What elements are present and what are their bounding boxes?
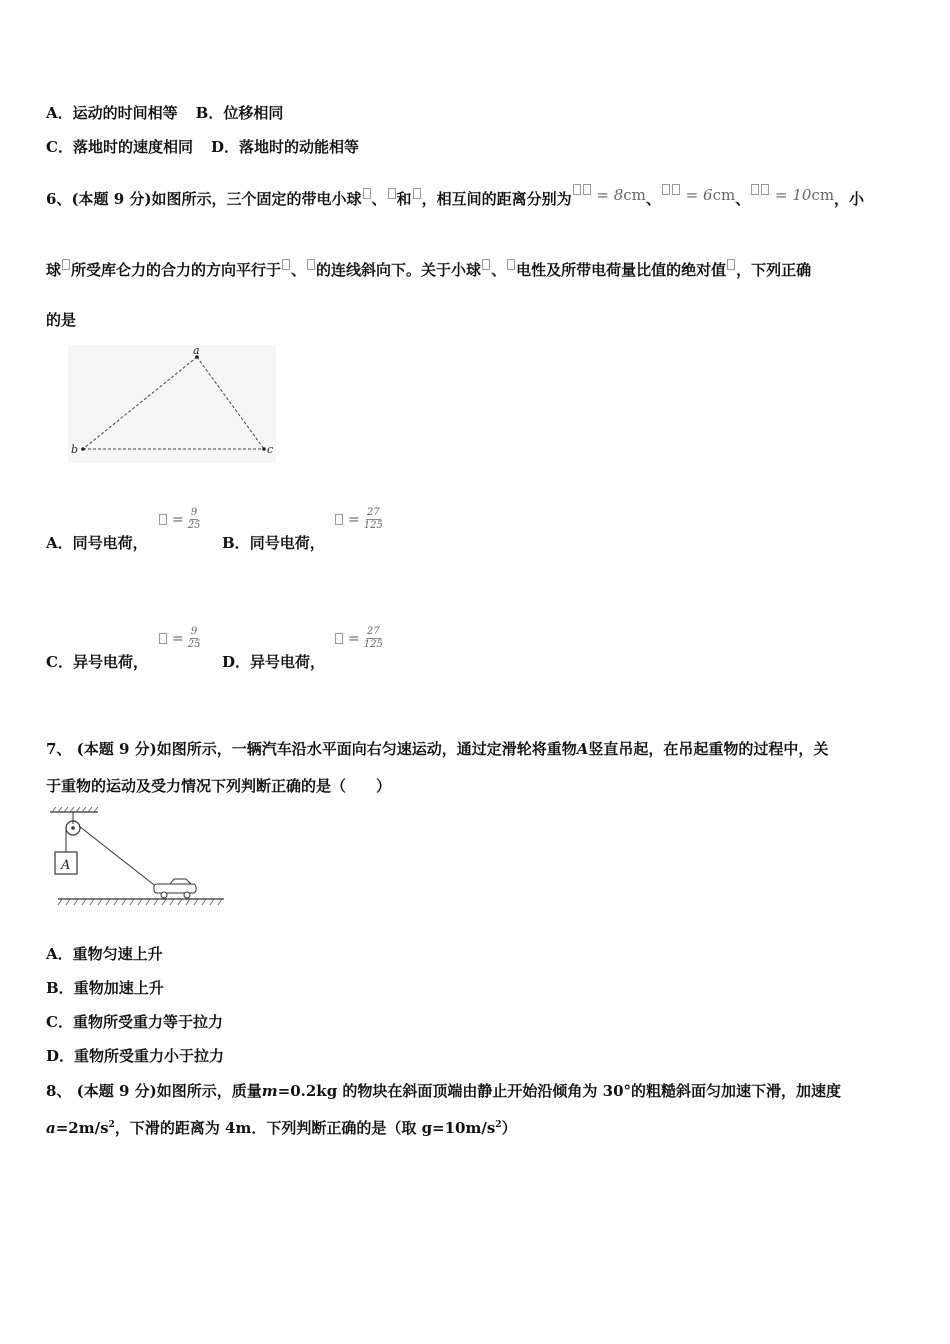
q6-option-b-label: B． — [222, 534, 250, 552]
missing-glyph-icon — [583, 184, 591, 195]
fraction — [188, 507, 201, 532]
q6-eq: = — [172, 511, 184, 528]
missing-glyph-icon — [413, 188, 421, 199]
missing-glyph-icon — [307, 259, 315, 270]
fraction — [188, 626, 201, 651]
q6-sep: 、 — [645, 190, 661, 208]
q7-stem-line1 — [46, 738, 828, 759]
q7-option-d-label: D． — [46, 1047, 75, 1065]
q6-text: 的是 — [46, 311, 77, 329]
q6-eq: = — [348, 630, 360, 647]
q6-option-d-text: 异号电荷， — [250, 653, 326, 671]
missing-glyph-icon — [727, 259, 735, 270]
q5-option-c-label: C． — [46, 138, 73, 156]
q7-option-a — [46, 943, 163, 964]
q8-stem-line1 — [46, 1080, 841, 1101]
q6-text: ，小 — [834, 190, 865, 208]
q5-option-d-text: 落地时的动能相等 — [238, 138, 359, 156]
q6-distance-bc — [661, 186, 735, 204]
q6-option-d — [222, 651, 325, 672]
q7-stem-line2 — [46, 775, 391, 796]
q6-option-b — [222, 532, 325, 553]
q6-unit: cm — [712, 186, 736, 204]
missing-glyph-icon — [751, 184, 759, 195]
numerator: 9 — [190, 626, 198, 637]
q6-text: 的连线斜向下。关于小球 — [316, 261, 482, 279]
denominator: 25 — [187, 520, 201, 531]
ground-hatch — [58, 899, 222, 905]
pulley-axle — [71, 826, 75, 830]
figure-background — [68, 345, 276, 463]
denominator: 25 — [187, 639, 201, 650]
q6-text: ，下列正确 — [736, 261, 812, 279]
missing-glyph-icon — [672, 184, 680, 195]
q7-option-d-text: 重物所受重力小于拉力 — [74, 1047, 225, 1065]
q5-options-row1 — [46, 102, 283, 123]
q8-var-m: m — [261, 1082, 278, 1100]
q8-superscript: 2 — [495, 1120, 502, 1130]
q7-pulley-figure — [44, 804, 229, 908]
q5-option-b-label: B． — [195, 104, 224, 122]
q7-text: 如图所示，一辆汽车沿水平面向右匀速运动，通过定滑轮将重物 — [156, 740, 577, 758]
missing-glyph-icon — [159, 633, 167, 644]
label-c: c — [267, 443, 274, 456]
ceiling-hatch — [52, 807, 98, 812]
q7-option-c-label: C． — [46, 1013, 73, 1031]
q6-option-a-ratio — [158, 507, 200, 532]
q6-sep: 、 — [371, 190, 387, 208]
q6-sep: 、 — [491, 261, 507, 279]
point-c — [262, 447, 266, 451]
q6-option-d-label: D． — [222, 653, 251, 671]
q6-option-c-label: C． — [46, 653, 73, 671]
q6-eq: = — [774, 186, 793, 204]
q8-text: ） — [501, 1119, 517, 1137]
fraction — [364, 507, 383, 532]
q6-text: 球 — [46, 261, 62, 279]
q7-option-d — [46, 1045, 224, 1066]
q8-var-a: a — [46, 1119, 56, 1137]
label-a: a — [193, 345, 200, 357]
q6-and: 和 — [396, 190, 412, 208]
q6-unit: cm — [811, 186, 835, 204]
q6-eq: = — [348, 511, 360, 528]
car-body — [154, 884, 196, 893]
q6-text: ，相互间的距离分别为 — [421, 190, 572, 208]
q6-sep: 、 — [291, 261, 307, 279]
q7-score: (本题 9 分) — [76, 740, 157, 758]
car-cabin — [170, 879, 191, 884]
q6-option-d-ratio — [334, 626, 383, 651]
q7-option-a-text: 重物匀速上升 — [72, 945, 163, 963]
q6-text: 如图所示，三个固定的带电小球 — [151, 190, 362, 208]
q6-eq: = — [172, 630, 184, 647]
q7-option-b-label: B． — [46, 979, 74, 997]
q7-text: 竖直吊起，在吊起重物的过程中，关 — [588, 740, 829, 758]
car-wheel-rear — [161, 892, 167, 898]
missing-glyph-icon — [335, 633, 343, 644]
q6-stem-line2 — [46, 259, 811, 280]
q7-option-b — [46, 977, 164, 998]
missing-glyph-icon — [507, 259, 515, 270]
numerator: 27 — [366, 507, 380, 518]
q8-text: ，下滑的距离为 4m．下列判断正确的是（取 g=10m/s — [114, 1119, 496, 1137]
q6-text: 所受库仑力的合力的方向平行于 — [71, 261, 282, 279]
q8-text: =0.2kg 的物块在斜面顶端由静止开始沿倾角为 30°的粗糙斜面匀加速下滑，加速度 — [277, 1082, 842, 1100]
car-wheel-front — [184, 892, 190, 898]
numerator: 9 — [190, 507, 198, 518]
missing-glyph-icon — [573, 184, 581, 195]
q5-option-b-text: 位移相同 — [223, 104, 284, 122]
q5-option-a-label: A． — [46, 104, 73, 122]
q8-text: =2m/s — [55, 1119, 109, 1137]
q6-stem-line1 — [46, 184, 864, 209]
q5-option-c-text: 落地时的速度相同 — [72, 138, 193, 156]
q6-distance-ab — [572, 186, 646, 204]
q6-option-a — [46, 532, 148, 553]
missing-glyph-icon — [282, 259, 290, 270]
q5-option-a-text: 运动的时间相等 — [72, 104, 178, 122]
fraction — [364, 626, 383, 651]
q8-stem-line2 — [46, 1117, 517, 1138]
q6-eq: = — [596, 186, 614, 204]
denominator: 125 — [363, 520, 383, 531]
q6-option-c — [46, 651, 148, 672]
denominator: 125 — [363, 639, 383, 650]
point-b — [81, 447, 85, 451]
q6-option-b-ratio — [334, 507, 383, 532]
missing-glyph-icon — [388, 188, 396, 199]
q6-option-a-label: A． — [46, 534, 73, 552]
q6-d2-val: 6 — [703, 186, 713, 204]
q5-option-d-label: D． — [210, 138, 239, 156]
missing-glyph-icon — [159, 514, 167, 525]
missing-glyph-icon — [335, 514, 343, 525]
q6-sep: 、 — [735, 190, 751, 208]
q6-stem-line3 — [46, 309, 76, 330]
q6-d1-val: 8 — [613, 186, 624, 204]
q6-text: 电性及所带电荷量比值的绝对值 — [516, 261, 727, 279]
q8-superscript: 2 — [108, 1120, 115, 1130]
q7-text: 于重物的运动及受力情况下列判断正确的是（ ） — [46, 777, 392, 795]
q6-eq: = — [685, 186, 704, 204]
q7-option-c-text: 重物所受重力等于拉力 — [72, 1013, 223, 1031]
q6-option-c-text: 异号电荷， — [72, 653, 148, 671]
q6-number: 6、 — [46, 190, 72, 208]
q6-unit: cm — [623, 186, 646, 204]
q7-number: 7、 — [46, 740, 72, 758]
rope-slanted — [79, 826, 158, 888]
q7-var-a: A — [576, 740, 589, 758]
q6-distance-ca — [750, 186, 834, 204]
block-a-label: A — [61, 858, 71, 873]
numerator: 27 — [366, 626, 380, 637]
q6-option-a-text: 同号电荷， — [72, 534, 148, 552]
label-b: b — [71, 443, 79, 456]
q7-option-c — [46, 1011, 223, 1032]
q7-option-a-label: A． — [46, 945, 73, 963]
missing-glyph-icon — [62, 259, 70, 270]
missing-glyph-icon — [482, 259, 490, 270]
q6-option-b-text: 同号电荷， — [249, 534, 325, 552]
q8-text: 如图所示，质量 — [156, 1082, 262, 1100]
missing-glyph-icon — [363, 188, 371, 199]
missing-glyph-icon — [761, 184, 769, 195]
q6-option-c-ratio — [158, 626, 200, 651]
q6-triangle-figure — [68, 345, 278, 465]
q8-score: (本题 9 分) — [76, 1082, 157, 1100]
missing-glyph-icon — [662, 184, 670, 195]
q5-options-row2 — [46, 136, 359, 157]
q6-score: (本题 9 分) — [71, 190, 152, 208]
q8-number: 8、 — [46, 1082, 72, 1100]
q6-d3-val: 10 — [792, 186, 812, 204]
q7-option-b-text: 重物加速上升 — [73, 979, 164, 997]
